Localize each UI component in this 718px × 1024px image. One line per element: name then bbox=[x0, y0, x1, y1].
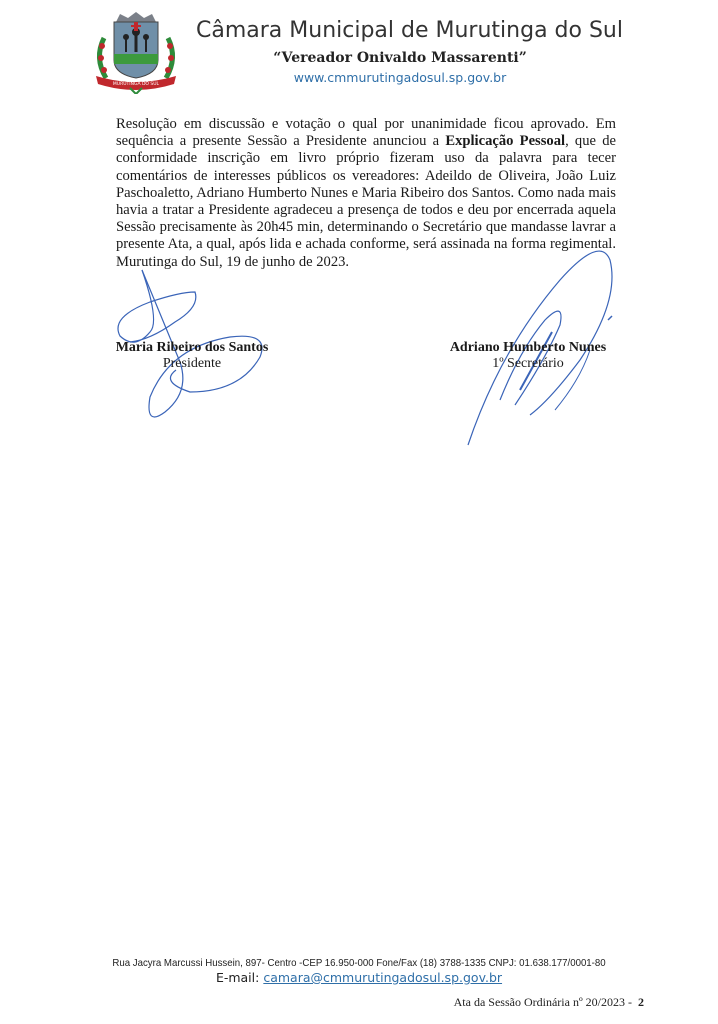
email-label: E-mail: bbox=[215, 970, 264, 985]
institution-title: Câmara Municipal de Murutinga do Sul bbox=[196, 18, 623, 43]
signer-name: Adriano Humberto Nunes bbox=[449, 340, 607, 355]
footer-email-line bbox=[0, 970, 718, 985]
coat-of-arms-logo bbox=[90, 8, 182, 94]
session-ref: Ata da Sessão Ordinária nº 20/2023 - bbox=[453, 995, 632, 1009]
email-link[interactable]: camara@cmmurutingadosul.sp.gov.br bbox=[263, 970, 503, 985]
crest-banner-text: MURUTINGA DO SUL bbox=[112, 82, 160, 87]
paragraph-text-start: Resolução em discussão e votação o qual por unanimidade ficou aprovado. Em sequência a presente Sessão a Presidente anunciou a bbox=[116, 116, 616, 150]
website-link[interactable]: www.cmmurutingadosul.sp.gov.br bbox=[293, 70, 507, 85]
signer-role: Presidente bbox=[162, 356, 222, 371]
bold-term: Explicação Pessoal bbox=[445, 133, 566, 150]
document-reference bbox=[454, 995, 644, 1010]
minutes-paragraph bbox=[116, 116, 616, 271]
signer-role: 1º Secretário bbox=[492, 356, 564, 371]
signature-block-president bbox=[100, 340, 284, 372]
footer-address: Rua Jacyra Marcussi Hussein, 897- Centro -CEP 16.950-000 Fone/Fax (18) 3788-1335 CNPJ: 01.638.177/0001-80 bbox=[112, 957, 606, 969]
page-number: 2 bbox=[638, 995, 644, 1009]
institution-subtitle: “Vereador Onivaldo Massarenti” bbox=[273, 50, 527, 66]
signature-block-secretary bbox=[436, 340, 620, 372]
paragraph-text-end: , que de conformidade inscrição em livro próprio fizeram uso da palavra para tecer comentários de interesses públicos os vereadores: Adeildo de Oliveira, João Luiz Paschoaletto, Adriano Humberto Nunes e Maria Ribeiro dos Santos. Como nada mais havia a tratar a Presidente agradeceu a presença de todos e deu por encerrada aquela Sessão precisamente às 20h45 min, determinando o Secretário que mandasse lavrar a presente Ata, a qual, após lida e achada conforme, será assinada na forma regimental. Murutinga do Sul, 19 de junho de 2023. bbox=[116, 133, 616, 270]
signer-name: Maria Ribeiro dos Santos bbox=[115, 340, 269, 355]
